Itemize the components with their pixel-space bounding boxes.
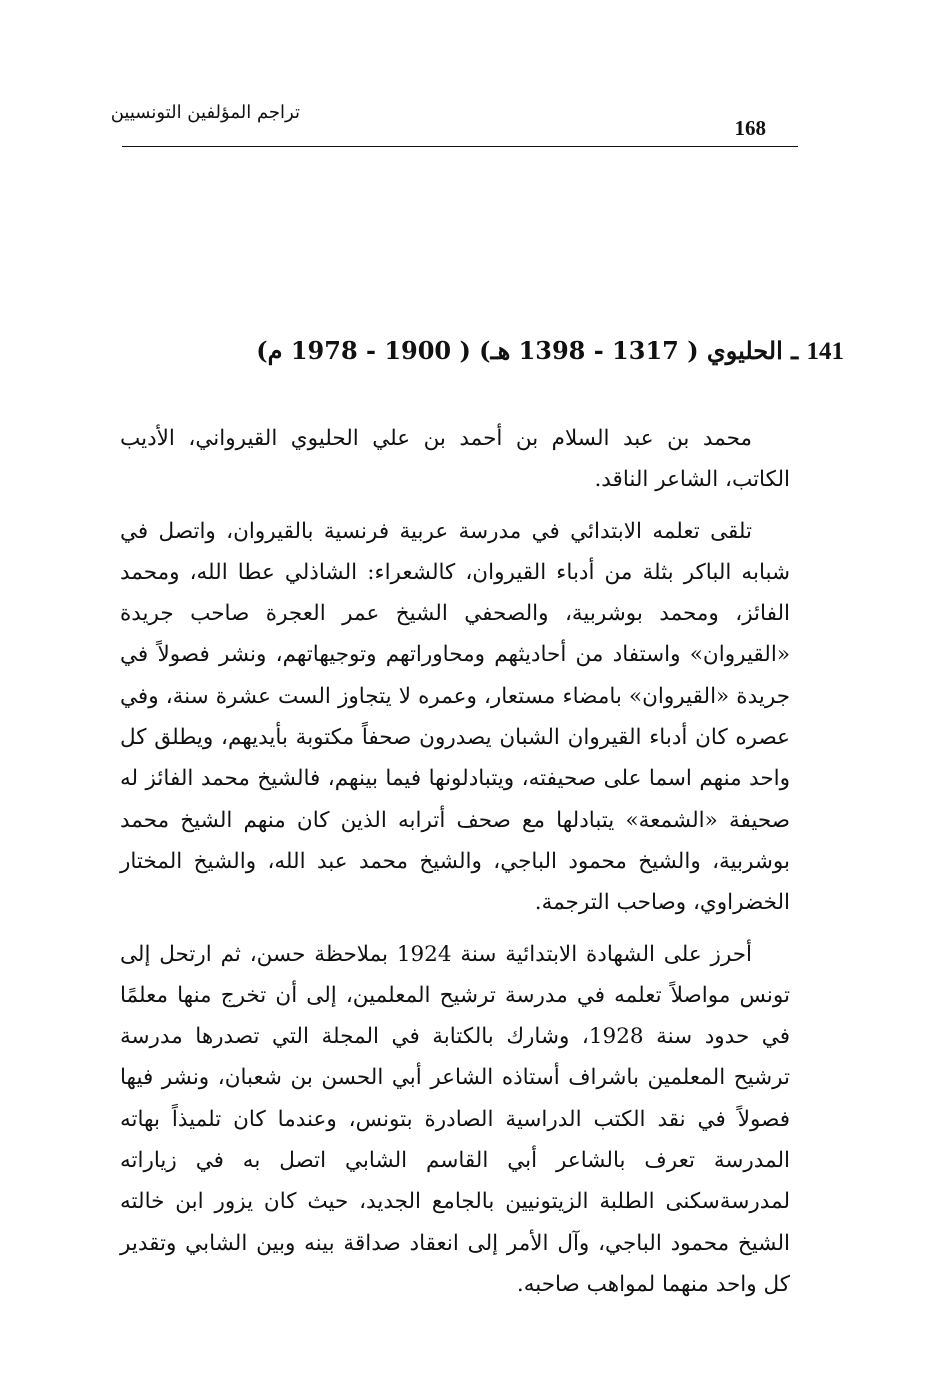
paragraph-3: أحرز على الشهادة الابتدائية سنة 1924 بملاحظة حسن، ثم ارتحل إلى تونس مواصلاً تعلمه في مدرسة ترشيح المعلمين، إلى أن تخرج منها معلمًا في حدود سنة 1928، وشارك بالكتابة في المجلة التي تصدرها مدرسة ترشيح المعلمين باشراف أستاذه الشاعر أبي الحسن بن شعبان، ونشر فيها فصولاً في نقد الكتب الدراسية الصادرة بتونس، وعندما كان تلميذاً بهاته المدرسة تعرف بالشاعر أبي القاسم الشابي اتصل به في زياراته لمدرسةسكنى الطلبة الزيتونيين بالجامع الجديد، حيث كان يزور ابن خالته الشيخ محمود الباجي، وآل الأمر إلى انعقاد صداقة بينه وبين الشابي وتقدير كل واحد منهما لمواهب صاحبه. <box>120 941 791 1297</box>
entry-number: 141 <box>806 338 844 365</box>
running-head-title: تراجم المؤلفين التونسيين <box>110 102 300 123</box>
header-rule <box>122 146 798 147</box>
entry-body <box>120 418 790 1315</box>
running-head <box>110 96 800 142</box>
entry-heading <box>120 334 844 369</box>
entry-title: ـ الحليوي ( 1317 - 1398 هـ) ( 1900 - 1978 م) <box>256 336 799 365</box>
paragraph-1: محمد بن عبد السلام بن أحمد بن علي الحليوي القيرواني، الأديب الكاتب، الشاعر الناقد. <box>120 426 790 493</box>
paragraph-2: تلقى تعلمه الابتدائي في مدرسة عربية فرنسية بالقيروان، واتصل في شبابه الباكر بثلة من أدباء القيروان، كالشعراء: الشاذلي عطا الله، ومحمد الفائز، ومحمد بوشربية، والصحفي الشيخ عمر العجرة صاحب جريدة «القيروان» واستفاد من أحاديثهم ومحاوراتهم وتوجيهاتهم، ونشر فصولاً في جريدة «القيروان» بامضاء مستعار، وعمره لا يتجاوز الست عشرة سنة، وفي عصره كان أدباء القيروان الشبان يصدرون صحفاً مكتوبة بأيديهم، ويطلق كل واحد منهم اسما على صحيفته، ويتبادلونها فيما بينهم، فالشيخ محمد الفائز له صحيفة «الشمعة» يتبادلها مع صحف أترابه الذين كان منهم الشيخ محمد بوشربية، والشيخ محمود الباجي، والشيخ محمد عبد الله، والشيخ المختار الخضراوي، وصاحب الترجمة. <box>120 518 790 916</box>
page-number: 168 <box>734 116 766 140</box>
